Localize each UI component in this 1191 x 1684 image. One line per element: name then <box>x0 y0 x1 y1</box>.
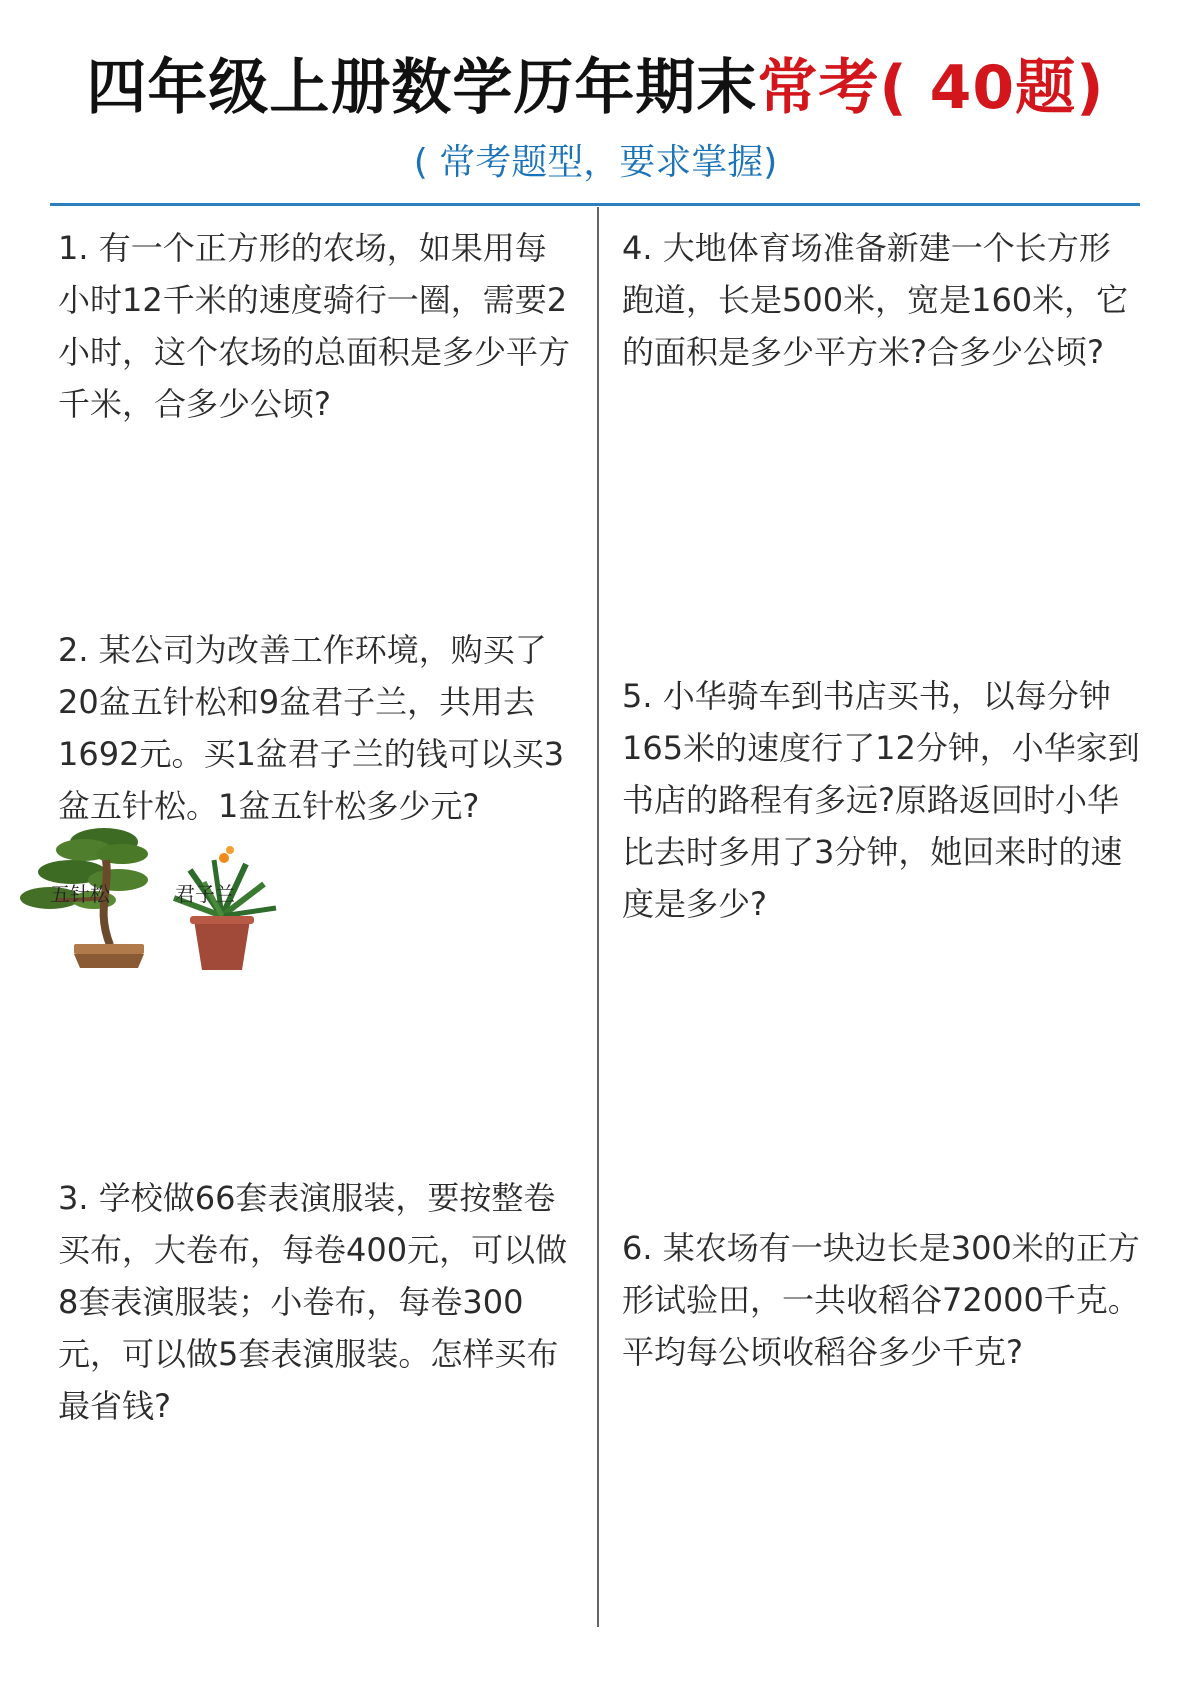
question-1: 1. 有一个正方形的农场，如果用每小时12千米的速度骑行一圈，需要2小时，这个农场的总面积是多少平方千米，合多少公顷? <box>58 229 571 423</box>
question-3: 3. 学校做66套表演服装，要按整卷买布，大卷布，每卷400元，可以做8套表演服装；小卷布，每卷300元，可以做5套表演服装。怎样买布最省钱? <box>58 1179 568 1425</box>
title-main: 四年级上册数学历年期末 <box>86 53 758 123</box>
title-accent: 常考( 40题) <box>757 53 1105 123</box>
question-5: 5. 小华骑车到书店买书，以每分钟165米的速度行了12分钟，小华家到书店的路程有多远?原路返回时小华比去时多用了3分钟，她回来时的速度是多少? <box>622 677 1140 923</box>
question-6: 6. 某农场有一块边长是300米的正方形试验田，一共收稻谷72000千克。平均每公顷收稻谷多少千克? <box>622 1229 1140 1371</box>
header-divider <box>50 203 1140 206</box>
page-subtitle: ( 常考题型，要求掌握) <box>413 142 778 183</box>
page-title <box>0 40 1191 126</box>
plant-label-clivia: 君子兰 <box>175 882 235 906</box>
question-4: 4. 大地体育场准备新建一个长方形跑道，长是500米，宽是160米，它的面积是多少平方米?合多少公顷? <box>622 229 1129 371</box>
column-divider <box>597 207 599 1627</box>
plant-label-pine: 五针松 <box>50 882 110 906</box>
question-2: 2. 某公司为改善工作环境，购买了20盆五针松和9盆君子兰，共用去1692元。买1盆君子兰的钱可以买3盆五针松。1盆五针松多少元? <box>58 631 565 825</box>
